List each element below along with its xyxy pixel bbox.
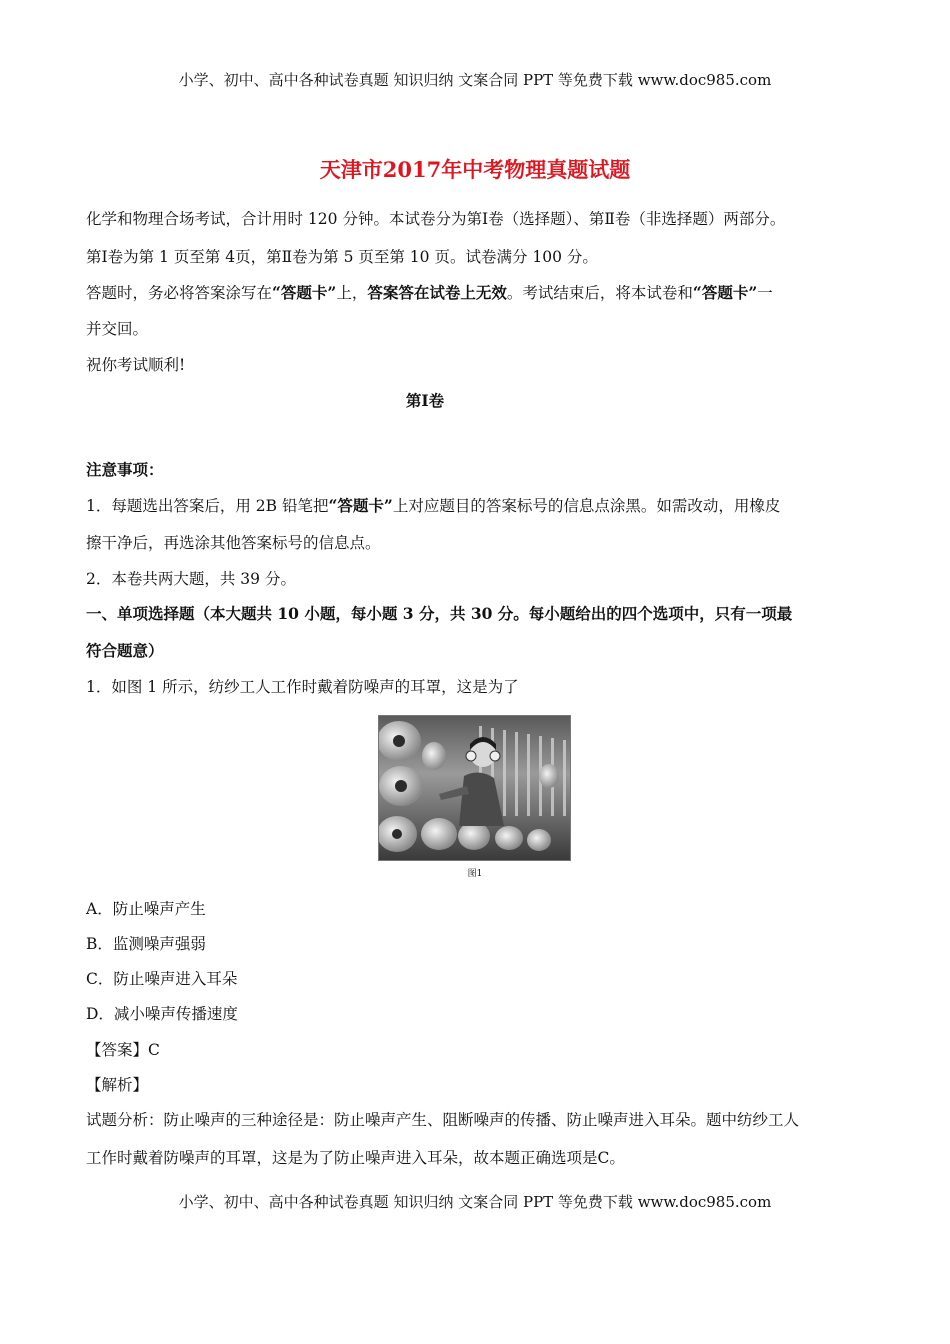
notice-text: 上对应题目的答案标号的信息点涂黑。如需改动，用橡皮 xyxy=(392,497,781,515)
notice-item-1 xyxy=(86,496,870,516)
intro-text: 一 xyxy=(757,284,773,302)
answer-card-term: “答题卡” xyxy=(272,283,337,302)
option-d: D．减小噪声传播速度 xyxy=(86,1005,238,1023)
analysis-line-2: 工作时戴着防噪声的耳罩，这是为了防止噪声进入耳朵，故本题正确选项是C。 xyxy=(86,1149,625,1167)
textile-worker-image xyxy=(379,716,570,860)
answer-label: 【答案】 xyxy=(86,1041,149,1059)
intro-line-5: 祝你考试顺利! xyxy=(86,356,186,374)
section-title: 第Ⅰ卷 xyxy=(405,391,445,410)
part1-heading-cont: 符合题意） xyxy=(86,641,164,660)
question-1-stem: 1．如图 1 所示，纺纱工人工作时戴着防噪声的耳罩，这是为了 xyxy=(86,678,519,696)
option-a: A．防止噪声产生 xyxy=(86,900,206,918)
page-title: 天津市2017年中考物理真题试题 xyxy=(319,157,631,182)
part1-heading: 一、单项选择题（本大题共 10 小题，每小题 3 分，共 30 分。每小题给出的四个选项中，只有一项最 xyxy=(86,604,793,623)
notice-text: 1．每题选出答案后，用 2B 铅笔把 xyxy=(86,497,329,515)
analysis-line-1: 试题分析：防止噪声的三种途径是：防止噪声产生、阻断噪声的传播、防止噪声进入耳朵。题中纺纱工人 xyxy=(86,1111,800,1129)
answer-card-term: “答题卡” xyxy=(692,283,758,302)
figure-1-photo xyxy=(378,715,571,861)
page-header: 小学、初中、高中各种试卷真题 知识归纳 文案合同 PPT 等免费下载 www.doc985.com xyxy=(178,71,772,89)
option-b: B．监测噪声强弱 xyxy=(86,935,206,953)
invalid-notice: 答案答在试卷上无效 xyxy=(367,283,507,302)
answer-line xyxy=(86,1040,870,1060)
intro-text: 答题时，务必将答案涂写在 xyxy=(86,284,273,302)
answer-card-term: “答题卡” xyxy=(328,496,393,515)
intro-text: 上， xyxy=(336,284,368,302)
intro-line-3 xyxy=(86,283,870,303)
figure-1-caption: 图1 xyxy=(467,869,483,879)
notice-heading: 注意事项： xyxy=(86,460,164,479)
option-c: C．防止噪声进入耳朵 xyxy=(86,970,238,988)
page-footer: 小学、初中、高中各种试卷真题 知识归纳 文案合同 PPT 等免费下载 www.doc985.com xyxy=(178,1193,772,1211)
analysis-label: 【解析】 xyxy=(86,1076,149,1094)
notice-item-1-cont: 擦干净后，再选涂其他答案标号的信息点。 xyxy=(86,534,381,552)
intro-line-4: 并交回。 xyxy=(86,320,149,338)
intro-text: 。考试结束后，将本试卷和 xyxy=(506,284,693,302)
intro-line-1: 化学和物理合场考试，合计用时 120 分钟。本试卷分为第Ⅰ卷（选择题）、第Ⅱ卷（非选择题）两部分。 xyxy=(86,210,786,228)
notice-item-2: 2．本卷共两大题，共 39 分。 xyxy=(86,570,296,588)
answer-value: C xyxy=(148,1041,160,1059)
intro-line-2: 第Ⅰ卷为第 1 页至第 4页，第Ⅱ卷为第 5 页至第 10 页。试卷满分 100 分。 xyxy=(86,248,598,266)
